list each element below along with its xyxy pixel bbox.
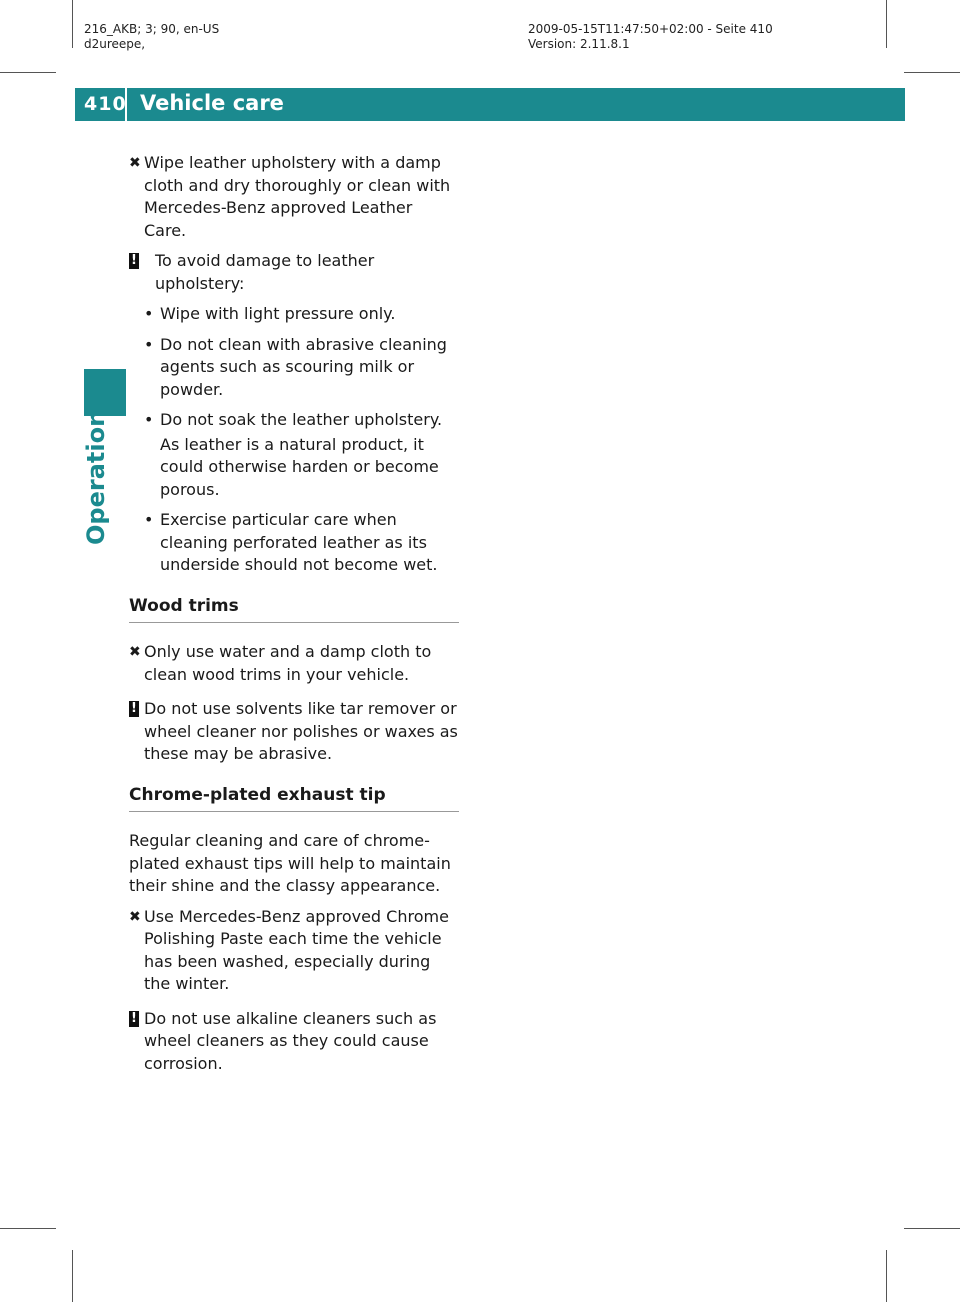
step-arrow-icon: ✖ (129, 155, 141, 171)
instruction-step (129, 641, 459, 686)
print-meta-left (84, 22, 219, 52)
print-meta-right (528, 22, 773, 52)
warning-note (129, 698, 459, 766)
meta-line: d2ureepe, (84, 37, 146, 51)
list-item-note: As leather is a natural product, it could otherwise harden or become porous. (160, 434, 439, 499)
step-text: Only use water and a damp cloth to clean wood trims in your vehicle. (144, 642, 432, 684)
bullet-icon: • (144, 334, 154, 354)
bullet-icon: • (144, 304, 154, 323)
main-content (129, 152, 459, 1083)
step-arrow-icon: ✖ (129, 644, 141, 660)
warning-text: Do not use solvents like tar remover or wheel cleaner nor polishes or waxes as these may be abrasive. (144, 699, 458, 763)
list-item-text: Do not clean with abrasive cleaning agents such as scouring milk or powder. (160, 334, 447, 399)
warning-exclamation-icon: ! (129, 701, 139, 717)
crop-mark (72, 0, 73, 48)
step-text: Wipe leather upholstery with a damp cloth and dry thoroughly or clean with Mercedes-Benz approved Leather Care. (144, 153, 451, 240)
section-heading: Wood trims (129, 595, 459, 624)
list-item (129, 509, 459, 577)
list-item (129, 334, 459, 402)
meta-line: Version: 2.11.8.1 (528, 37, 630, 51)
crop-mark (904, 72, 960, 73)
paragraph: Regular cleaning and care of chrome-plated exhaust tips will help to maintain their shine and the classy appearance. (129, 831, 451, 895)
warning-exclamation-icon: ! (129, 253, 139, 269)
instruction-step (129, 906, 459, 996)
crop-mark (886, 1250, 887, 1302)
side-tab-label: Operation (82, 409, 110, 545)
section-title: Vehicle care (140, 91, 284, 115)
meta-line: 2009-05-15T11:47:50+02:00 - Seite 410 (528, 22, 773, 36)
list-item (129, 409, 459, 432)
crop-mark (886, 0, 887, 48)
step-arrow-icon: ✖ (129, 908, 141, 925)
crop-mark (0, 72, 56, 73)
warning-note (129, 1008, 459, 1076)
crop-mark (904, 1228, 960, 1229)
crop-mark (0, 1228, 56, 1229)
section-heading: Chrome-plated exhaust tip (129, 784, 459, 813)
instruction-step (129, 152, 459, 242)
meta-line: 216_AKB; 3; 90, en-US (84, 22, 220, 36)
list-item-text: Do not soak the leather upholstery. (160, 410, 443, 429)
warning-text: To avoid damage to leather upholstery: (155, 251, 375, 293)
warning-note (129, 250, 459, 295)
bullet-icon: • (144, 510, 154, 529)
crop-mark (72, 1250, 73, 1302)
list-item-text: Exercise particular care when cleaning perforated leather as its underside should not become wet. (160, 510, 438, 574)
bullet-icon: • (144, 410, 154, 429)
warning-text: Do not use alkaline cleaners such as wheel cleaners as they could cause corrosion. (144, 1008, 437, 1073)
step-text: Use Mercedes-Benz approved Chrome Polishing Paste each time the vehicle has been washed, especially during the winter. (144, 906, 449, 993)
warning-exclamation-icon: ! (129, 1011, 139, 1027)
list-item (129, 303, 459, 326)
list-item-text: Wipe with light pressure only. (160, 304, 396, 323)
page-number: 410 (84, 93, 127, 115)
